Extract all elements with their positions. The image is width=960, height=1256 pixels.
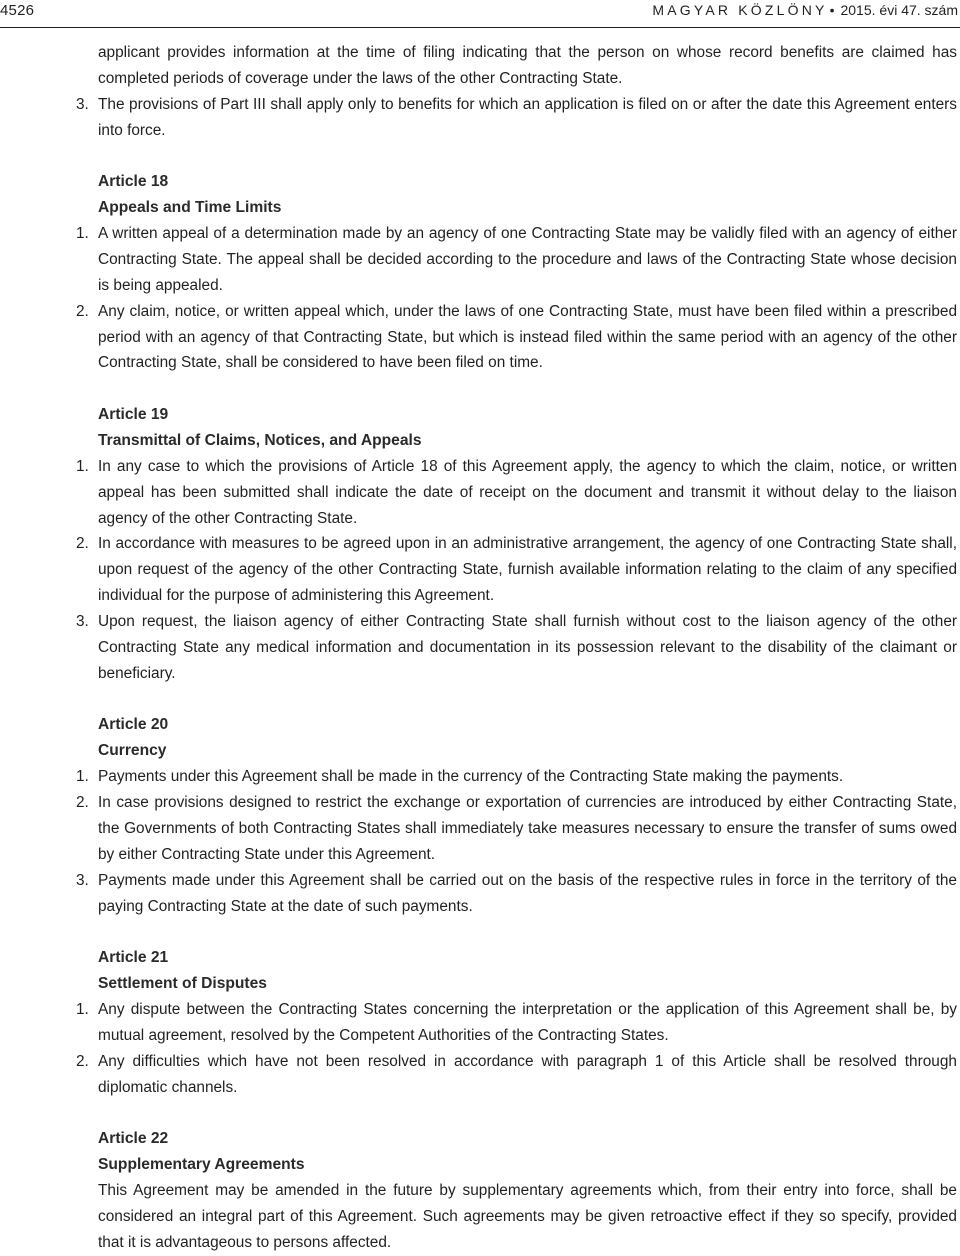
paragraph-text: Upon request, the liaison agency of either Contracting State shall furnish without cost to the liaison agency of the other Contracting State any medical information and documentation in its possession relevant to the disability of the claimant or beneficiary. [98, 613, 957, 682]
paragraph-text: In accordance with measures to be agreed upon in an administrative arrangement, the agency of one Contracting State shall, upon request of the agency of the other Contracting State, furnish available information relating to the claim of any specified individual for the purpose of administering this Agreement. [98, 535, 957, 605]
article-number: Article 19 [98, 405, 169, 423]
paragraph-number: 1. [76, 224, 89, 242]
section-gap [0, 1101, 960, 1127]
running-head [652, 2, 958, 18]
paragraph [0, 221, 960, 299]
section-gap [0, 920, 960, 946]
article-title: Settlement of Disputes [98, 975, 267, 992]
paragraph-number: 2. [76, 1052, 89, 1070]
article-number: Article 22 [98, 1130, 169, 1148]
paragraph-text: This Agreement may be amended in the future by supplementary agreements which, from their entry into force, shall be considered an integral part of this Agreement. Such agreements may be given retroactive effect if they so specify, provided that it is advantageous to persons affected. [98, 1181, 957, 1251]
paragraph-text: Any difficulties which have not been resolved in accordance with paragraph 1 of this Article shall be resolved through diplomatic channels. [98, 1052, 957, 1096]
article-20 [0, 712, 960, 919]
paragraph-number: 1. [76, 457, 89, 475]
paragraph [0, 92, 960, 144]
paragraph [0, 1049, 960, 1101]
paragraph [0, 997, 960, 1049]
page-number: 4526 [0, 2, 35, 19]
article-22 [0, 1126, 960, 1256]
article-19 [0, 402, 960, 687]
paragraph [0, 868, 960, 920]
article-title: Currency [98, 742, 167, 760]
paragraph-number: 2. [76, 535, 89, 553]
paragraph-text: Any dispute between the Contracting States concerning the interpretation or the application of this Agreement shall be, by mutual agreement, resolved by the Competent Authorities of the Contracting States. [98, 1000, 957, 1044]
bullet-separator: • [829, 2, 835, 18]
section-gap [0, 144, 960, 170]
paragraph-text: The provisions of Part III shall apply only to benefits for which an application is filed on or after the date this Agreement enters into force. [98, 95, 957, 139]
article-number: Article 18 [98, 173, 169, 191]
paragraph-text: Any claim, notice, or written appeal which, under the laws of one Contracting State, must have been filed within a prescribed period with an agency of that Contracting State, but which is instead filed within the same period with an agency of the other Contracting State, shall be considered to have been filed on time. [98, 302, 957, 372]
article-title: Transmittal of Claims, Notices, and Appeals [98, 431, 422, 449]
issue-label: 2015. évi 47. szám [840, 2, 958, 18]
article-18 [0, 169, 960, 376]
section-gap [0, 687, 960, 713]
paragraph-number: 3. [76, 613, 89, 631]
paragraph-number: 2. [76, 302, 89, 320]
paragraph [0, 609, 960, 687]
paragraph-text: Payments made under this Agreement shall be carried out on the basis of the respective rules in force in the territory of the paying Contracting State at the date of such payments. [98, 871, 957, 915]
paragraph-text: A written appeal of a determination made by an agency of one Contracting State may be validly filed with an agency of either Contracting State. The appeal shall be decided according to the procedure and laws of the Contracting State whose decision is being appealed. [98, 224, 957, 294]
journal-title: MAGYAR KÖZLÖNY [652, 2, 828, 18]
paragraph [0, 299, 960, 377]
paragraph [0, 454, 960, 532]
article-21 [0, 945, 960, 1100]
paragraph [0, 531, 960, 609]
paragraph-number: 2. [76, 794, 89, 812]
header-rule [0, 27, 960, 28]
paragraph-text: In any case to which the provisions of Article 18 of this Agreement apply, the agency to which the claim, notice, or written appeal has been submitted shall indicate the date of receipt on the document and transmit it without delay to the liaison agency of the other Contracting State. [98, 457, 957, 527]
paragraph-number: 1. [76, 768, 89, 786]
continued-paragraph: applicant provides information at the time of filing indicating that the person on whose record benefits are claimed has completed periods of coverage under the laws of the other Contracting State. [98, 44, 957, 87]
page-header [0, 0, 960, 28]
paragraph [0, 790, 960, 868]
article-title: Appeals and Time Limits [98, 199, 282, 217]
article-number: Article 20 [98, 716, 169, 734]
section-gap [0, 376, 960, 402]
paragraph-number: 3. [76, 871, 89, 889]
document-body [0, 40, 960, 1256]
paragraph-text: Payments under this Agreement shall be made in the currency of the Contracting State making the payments. [98, 768, 844, 786]
article-title: Supplementary Agreements [98, 1155, 305, 1173]
paragraph-number: 3. [76, 95, 89, 113]
paragraph-number: 1. [76, 1000, 89, 1018]
paragraph [0, 764, 960, 790]
paragraph-text: In case provisions designed to restrict the exchange or exportation of currencies are introduced by either Contracting State, the Governments of both Contracting States shall immediately take measures necessary to ensure the transfer of sums owed by either Contracting State under this Agreement. [98, 794, 957, 863]
article-number: Article 21 [98, 949, 169, 967]
